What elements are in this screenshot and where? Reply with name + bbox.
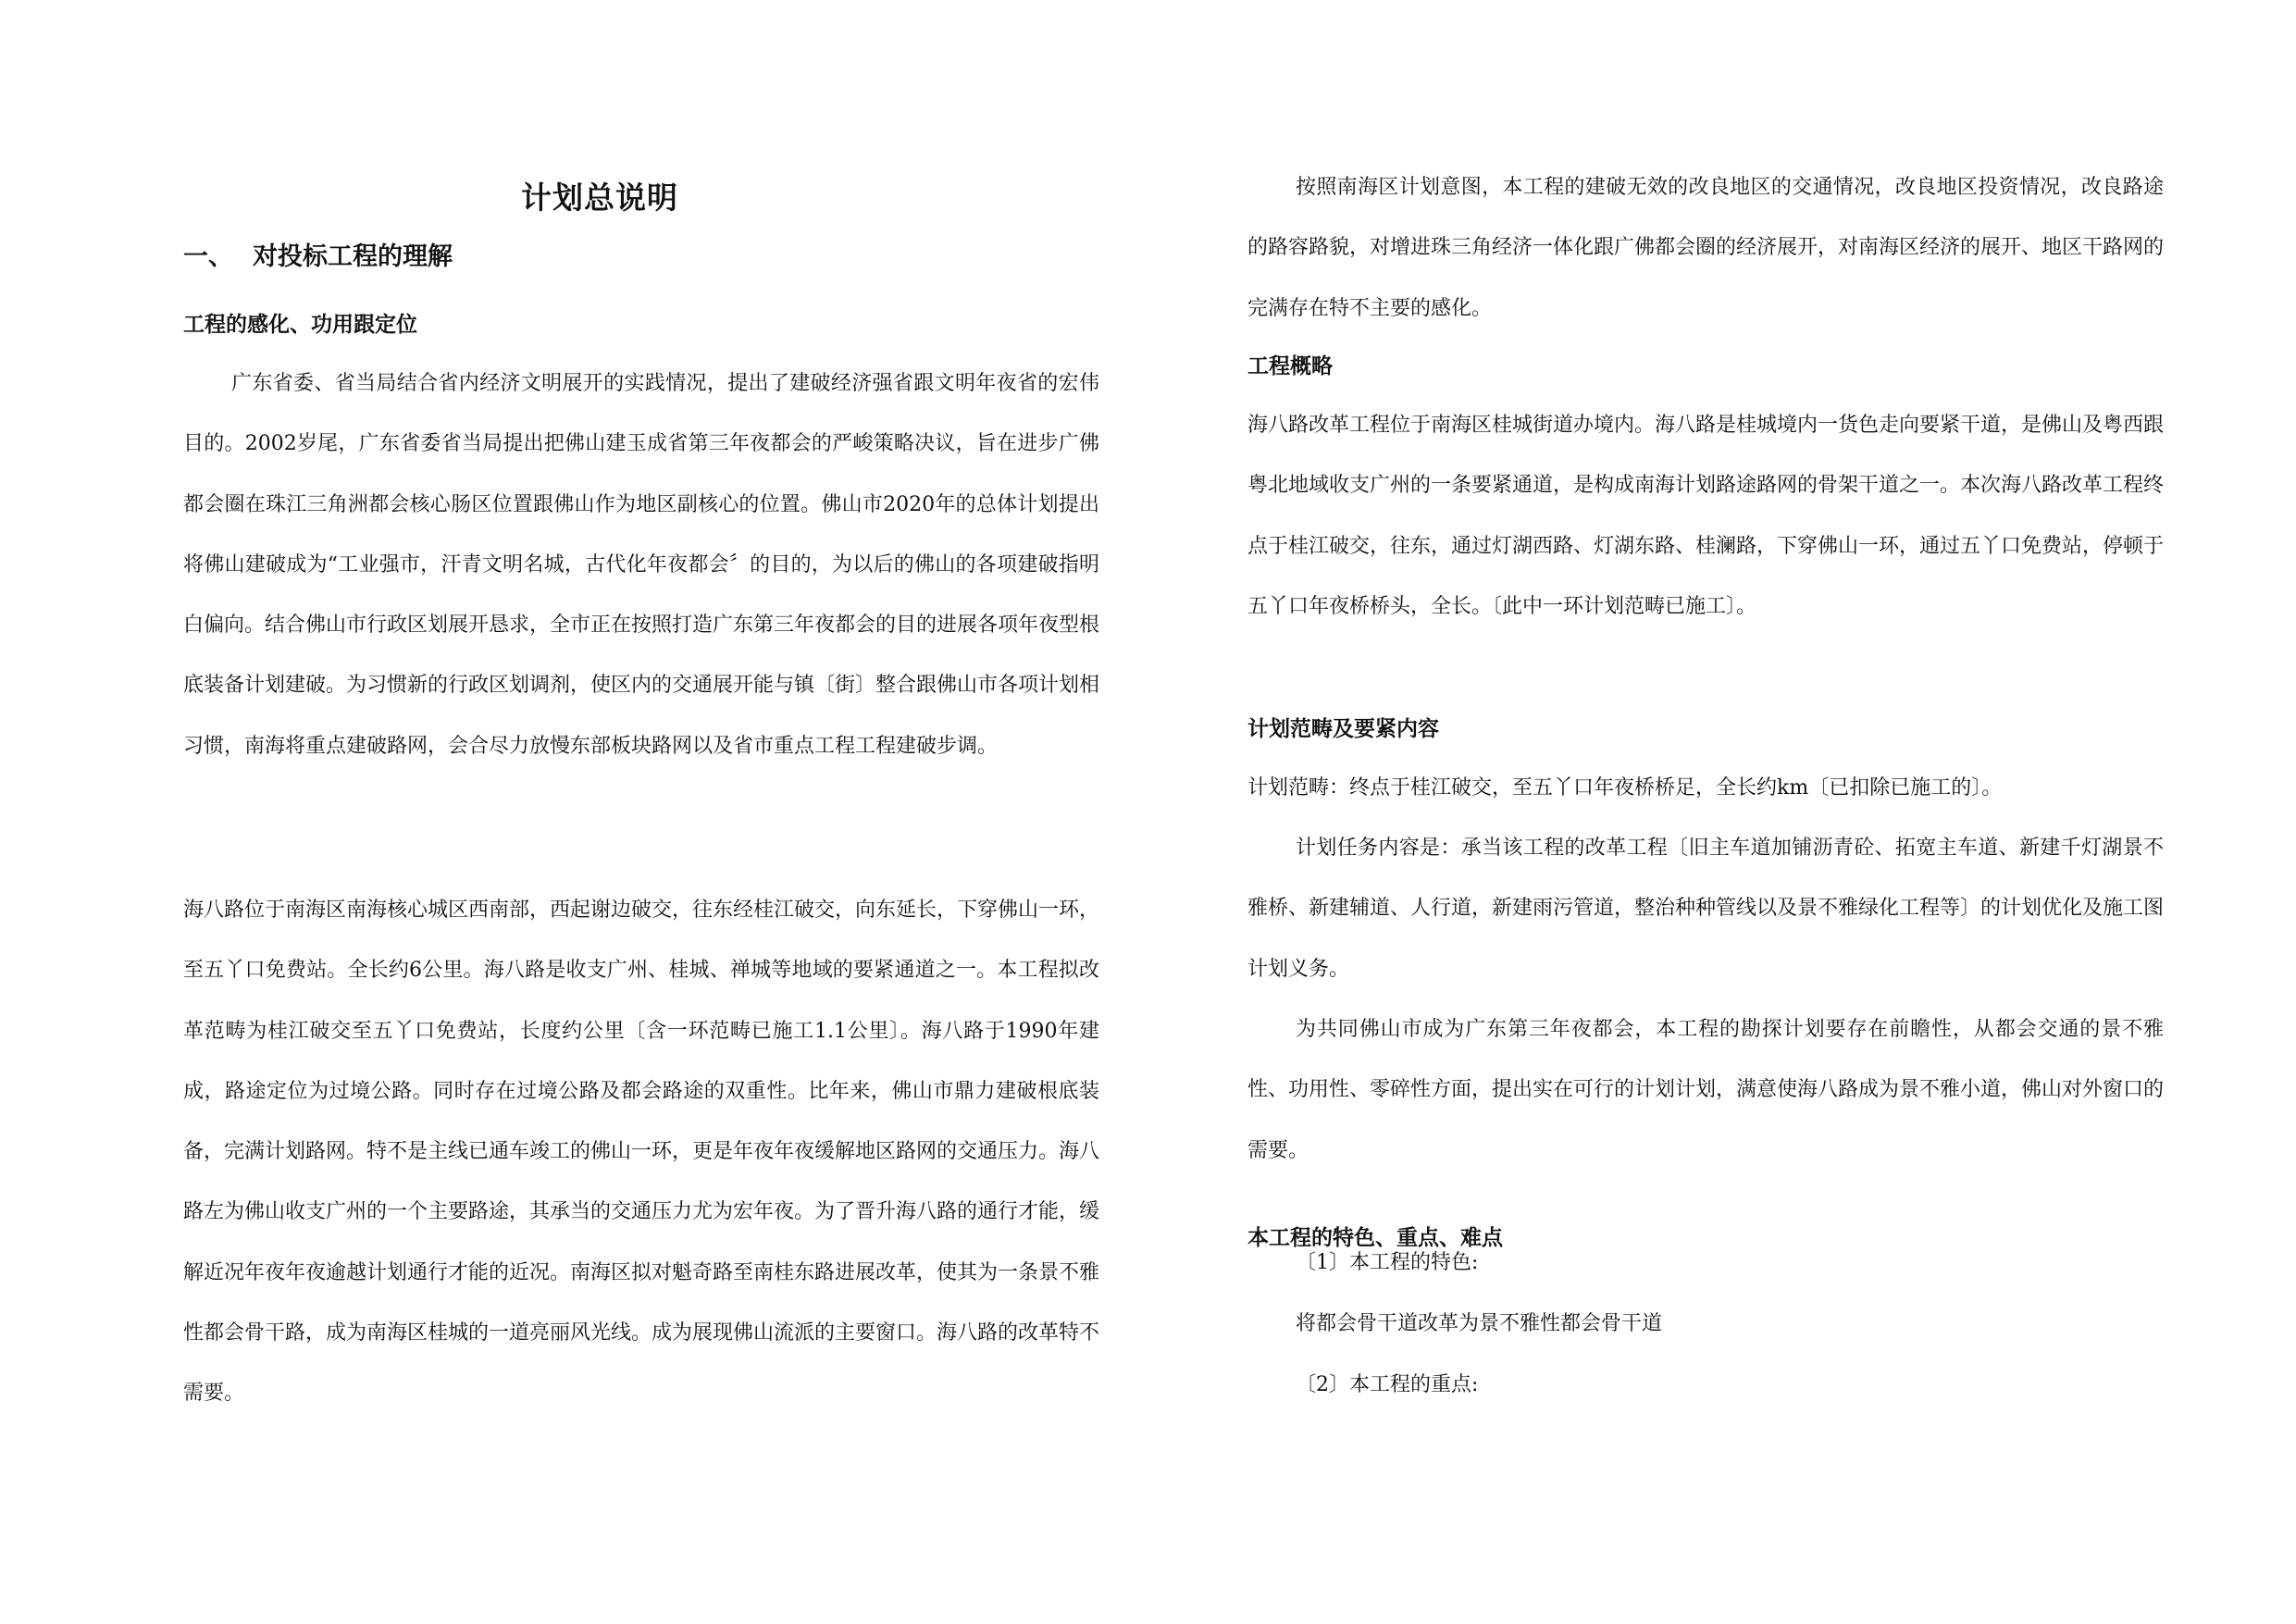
paragraph-planning-intent: 按照南海区计划意图，本工程的建破无效的改良地区的交通情况，改良地区投资情况，改良路途的路容路貌，对增进珠三角经济一体化跟广佛都会圈的经济展开，对南海区经济的展开、地区干路网的完满存在特不主要的感化。 [1247,176,2165,320]
subheading-scope: 计划范畴及要紧内容 [1247,716,1439,741]
item-feature-text: 将都会骨干道改革为景不雅性都会骨干道 [1296,1312,1663,1335]
paragraph-road-overview: 海八路位于南海区南海核心城区西南部，西起谢边破交，往东经桂江破交，向东延长，下穿佛山一环，至五丫口免费站。全长约6公里。海八路是收支广州、桂城、禅城等地域的要紧通道之一。本工程拟改革范畴为桂江破交至五丫口免费站，长度约公里〔含一环范畴已施工1.1公里〕。海八路于1990年建成，路途定位为过境公路。同时存在过境公路及都会路途的双重性。比年来，佛山市鼎力建破根底装备，完满计划路网。特不是主线已通车竣工的佛山一环，更是年夜年夜缓解地区路网的交通压力。海八路左为佛山收支广州的一个主要路途，其承当的交通压力尤为宏年夜。为了晋升海八路的通行才能，缓解近况年夜年夜逾越计划通行才能的近况。南海区拟对魁奇路至南桂东路进展改革，使其为一条景不雅性都会骨干路，成为南海区桂城的一道亮丽风光线。成为展现佛山流派的主要窗口。海八路的改革特不需要。 [183,899,1100,1406]
item-feature-label: 〔1〕本工程的特色: [1296,1251,1479,1274]
document-title: 计划总说明 [521,180,678,216]
item-key-point-label: 〔2〕本工程的重点: [1296,1373,1479,1396]
paragraph-task-content: 计划任务内容是：承当该工程的改革工程〔旧主车道加铺沥青砼、拓宽主车道、新建千灯湖景不雅桥、新建辅道、人行道，新建雨污管道，整治种种管线以及景不雅绿化工程等〕的计划优化及施工图计划义务。 [1247,837,2165,981]
section-heading-1 [183,244,453,269]
section-heading-text: 对投标工程的理解 [253,242,453,271]
paragraph-objective: 为共同佛山市成为广东第三年夜都会，本工程的勘探计划要存在前瞻性，从都会交通的景不雅性、功用性、零碎性方面，提出实在可行的计划计划，满意使海八路成为景不雅小道，佛山对外窗口的需要。 [1247,1018,2165,1162]
subheading-project-overview: 工程概略 [1247,353,1333,378]
paragraph-background: 广东省委、省当局结合省内经济文明展开的实践情况，提出了建破经济强省跟文明年夜省的宏伟目的。2002岁尾，广东省委省当局提出把佛山建玉成省第三年夜都会的严峻策略决议，旨在进步广佛都会圈在珠江三角洲都会核心肠区位置跟佛山作为地区副核心的位置。佛山市2020年的总体计划提出将佛山建破成为“工业强市，汗青文明名城，古代化年夜都会〞的目的，为以后的佛山的各项建破指明白偏向。结合佛山市行政区划展开恳求，全市正在按照打造广东第三年夜都会的目的进展各项年夜型根底装备计划建破。为习惯新的行政区划调剂，使区内的交通展开能与镇〔街〕整合跟佛山市各项计划相习惯，南海将重点建破路网，会合尽力放慢东部板块路网以及省市重点工程工程建破步调。 [183,372,1100,758]
subheading-features: 本工程的特色、重点、难点 [1247,1225,1503,1250]
paragraph-scope: 计划范畴：终点于桂江破交，至五丫口年夜桥桥足，全长约km〔已扣除已施工的〕。 [1247,776,2003,800]
paragraph-project-location: 海八路改革工程位于南海区桂城街道办境内。海八路是桂城境内一货色走向要紧干道，是佛山及粤西跟粤北地域收支广州的一条要紧通道，是构成南海计划路途路网的骨架干道之一。本次海八路改革工程终点于桂江破交，往东，通过灯湖西路、灯湖东路、桂澜路，下穿佛山一环，通过五丫口免费站，停顿于五丫口年夜桥桥头，全长。〔此中一环计划范畴已施工〕。 [1247,414,2165,618]
subheading-role-function: 工程的感化、功用跟定位 [183,312,417,337]
section-number: 一、 [183,242,233,271]
